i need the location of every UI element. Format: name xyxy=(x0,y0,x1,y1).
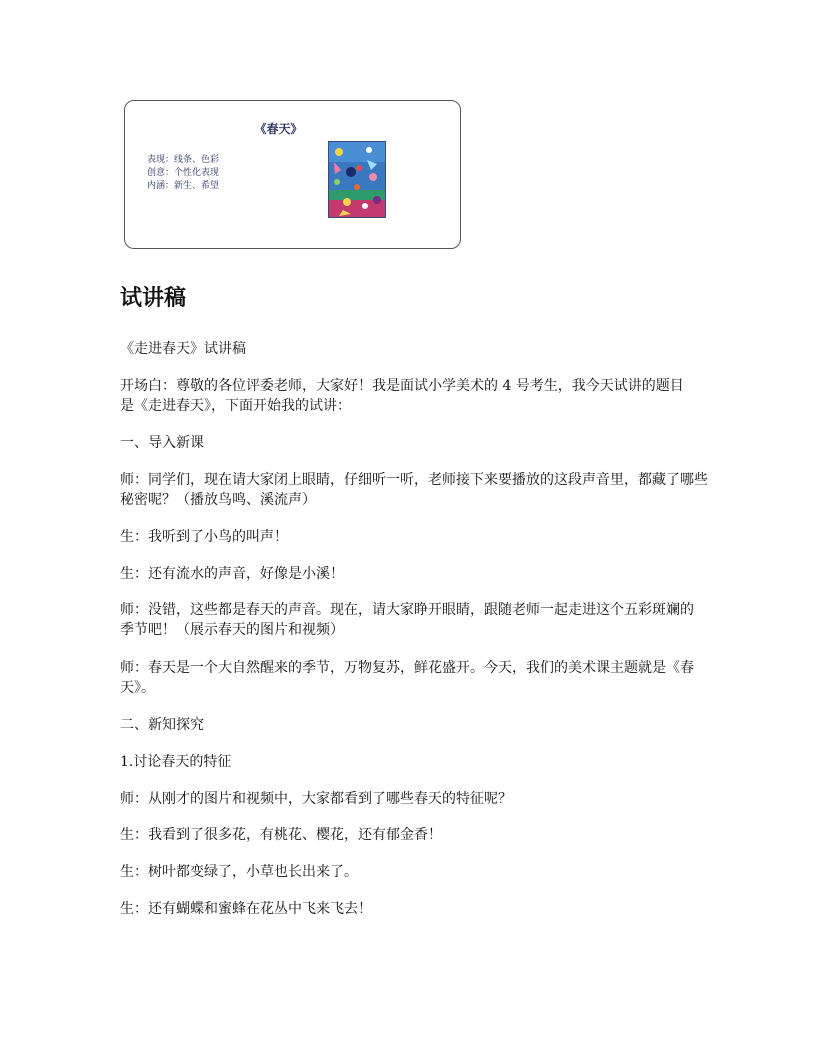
card-note-expression: 表现：线条、色彩 xyxy=(147,155,220,165)
paragraph-student-2: 生：还有流水的声音，好像是小溪！ xyxy=(120,566,344,582)
spring-painting-svg xyxy=(329,142,385,217)
spring-painting-image xyxy=(328,141,386,218)
card-note-meaning: 内涵：新生、希望 xyxy=(147,181,220,191)
section-heading-explore: 二、新知探究 xyxy=(120,717,204,733)
paragraph-teacher-2: 师：没错，这些都是春天的声音。现在，请大家睁开眼睛，跟随老师一起走进这个五彩斑斓的季节吧！（展示春天的图片和视频） xyxy=(120,602,694,638)
card-note-creativity: 创意：个性化表现 xyxy=(147,168,220,178)
slide-card xyxy=(124,100,461,249)
paragraph-student-4: 生：树叶都变绿了，小草也长出来了。 xyxy=(120,864,358,880)
paragraph-student-3: 生：我看到了很多花，有桃花、樱花，还有郁金香！ xyxy=(120,827,442,843)
section-heading-intro: 一、导入新课 xyxy=(120,435,204,451)
page-title: 试讲稿 xyxy=(120,286,187,311)
paragraph-teacher-4: 师：从刚才的图片和视频中，大家都看到了哪些春天的特征呢？ xyxy=(120,791,512,807)
paragraph-teacher-1: 师：同学们，现在请大家闭上眼睛，仔细听一听，老师接下来要播放的这段声音里，都藏了哪些秘密呢？（播放鸟鸣、溪流声） xyxy=(120,472,708,508)
card-title: 《春天》 xyxy=(254,122,303,136)
paragraph-doc-title: 《走进春天》试讲稿 xyxy=(120,341,246,357)
paragraph-teacher-3: 师：春天是一个大自然醒来的季节，万物复苏，鲜花盛开。今天，我们的美术课主题就是《春天》。 xyxy=(120,660,694,696)
paragraph-student-5: 生：还有蝴蝶和蜜蜂在花丛中飞来飞去！ xyxy=(120,901,372,917)
paragraph-student-1: 生：我听到了小鸟的叫声！ xyxy=(120,529,288,545)
paragraph-opening: 开场白：尊敬的各位评委老师，大家好！我是面试小学美术的 4 号考生，我今天试讲的题目是《走进春天》，下面开始我的试讲： xyxy=(120,378,684,414)
subsection-heading-features: 1.讨论春天的特征 xyxy=(120,754,232,770)
card-notes xyxy=(147,154,219,193)
